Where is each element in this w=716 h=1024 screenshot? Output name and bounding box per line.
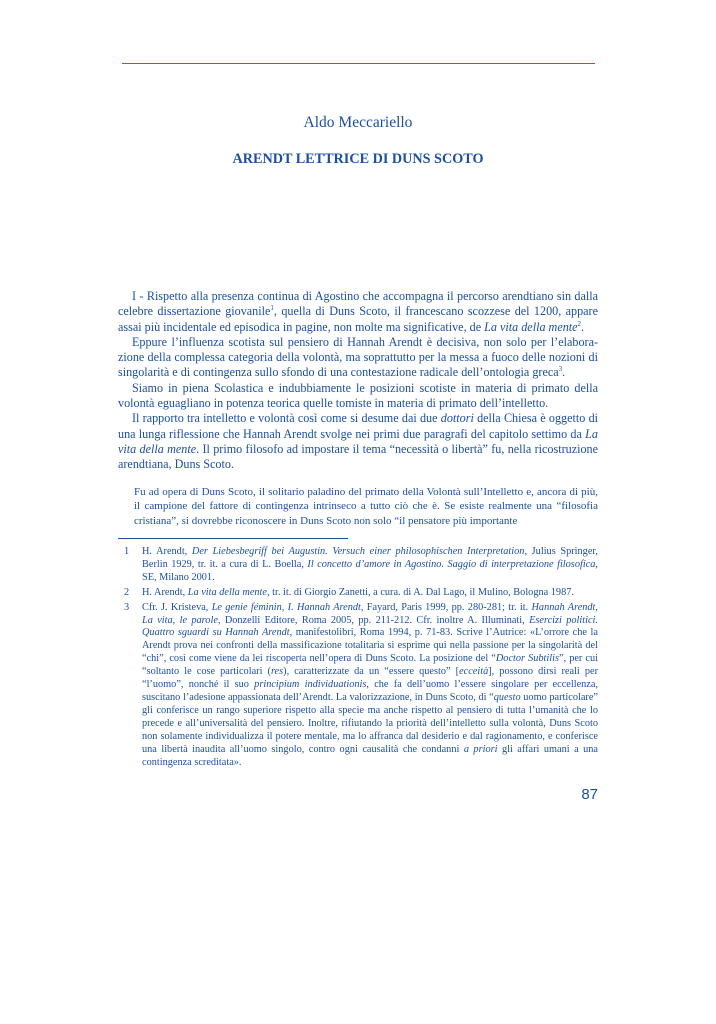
text-run: gli affari umani a una contingenza screditata». — [142, 743, 598, 768]
text-run: , che fa dell’uomo l’essere singolare per eccellenza, suscitano l’adesione appassionata dell’Arendt. La valorizzazione, in Duns Scoto, di “ — [142, 679, 598, 703]
author-name: Aldo Meccariello — [303, 114, 413, 131]
footnote-ref: 1 — [270, 304, 274, 313]
text-run: Eppure l’influenza scotista sul pensiero di Hannah Arendt è decisiva, non solo per l’elabora-zione della complessa categoria della volontà, ma soprattutto per la messa a fuoco delle nozioni di singolarità e di contingenza sullo sfondo di una contestazione radicale dell’ontologia greca — [118, 334, 598, 380]
paragraph-2 — [118, 335, 598, 381]
text-run: I - Rispetto alla presenza continua di Agostino che accompagna il percorso arendtiano sin dalla celebre dissertazione giovanile — [118, 289, 598, 319]
text-run: , Fayard, Paris 1999, pp. 280-281; tr. it. — [360, 601, 532, 613]
italic-text: ecceità — [459, 666, 489, 678]
italic-text: La vita della mente — [484, 319, 578, 334]
header-rule — [122, 63, 595, 64]
footnote-text — [142, 587, 598, 600]
italic-text: Hannah Arendt, La vita, le parole — [142, 601, 598, 626]
text-run: Siamo in piena Scolastica e indubbiamente le posizioni scotiste in materia di primato della volontà eguagliano in potenza teorica quelle tomiste in materia di primato dell’intelletto. — [118, 380, 598, 411]
text-run: . Il primo filosofo ad impostare il tema “necessità o libertà” fu, nella ricostruzione arendtiana, Duns Scoto. — [118, 441, 598, 472]
text-run: Cfr. J. Kristeva, — [142, 601, 212, 613]
text-run: della Chiesa è oggetto di una lunga riflessione che Hannah Arendt svolge nei primi due paragrafi del capitolo settimo da — [118, 411, 599, 441]
text-run: , Julius Springer, Berlin 1929, tr. it. a cura di L. Boella, — [142, 546, 598, 570]
text-run: , tr. it. di Giorgio Zanetti, a cura. di A. Dal Lago, il Mulino, Bologna 1987. — [266, 586, 574, 598]
italic-text: Il concetto d’amore in Agostino. Saggio di interpretazione filosofica — [307, 558, 596, 570]
italic-text: Der Liebesbegriff bei Augustin. Versuch einer philosophischen Interpretation — [191, 546, 525, 557]
footnote-number: 3 — [124, 601, 130, 613]
footnote-number: 1 — [124, 546, 130, 557]
text-run: . — [562, 365, 566, 380]
footnote-3 — [118, 602, 598, 770]
italic-text: La vita della mente — [118, 426, 598, 456]
footnote-text — [142, 546, 598, 585]
footnotes — [118, 546, 598, 771]
text-run: H. Arendt, — [142, 586, 188, 598]
text-run: , manifestolibri, Roma 1994, p. 71-83. Scrive l’Autrice: «L’orrore che la Arendt prova nei confronti della massificazione totalitaria si esprime qui nella passione per la singolarità del “chi”, così come viene da lei riscoperta nell’opera di Duns Scoto. La posizione del “ — [142, 627, 598, 665]
text-run: ”, per cui “soltanto le cose particolari ( — [142, 653, 598, 678]
paragraph-1 — [118, 289, 598, 335]
chapter-title: ARENDT LETTRICE DI DUNS SCOTO — [232, 151, 484, 167]
text-run: , quella di Duns Scoto, il francescano scozzese del 1200, appare assai più incidentale ed episodica in pagine, non molte ma significative, de — [118, 304, 598, 334]
paragraph-4 — [118, 411, 598, 472]
text-run: H. Arendt, — [142, 546, 192, 557]
footnote-2 — [118, 587, 598, 600]
text-run: , SE, Milano 2001. — [142, 558, 598, 583]
footnote-text — [142, 602, 598, 770]
italic-text: res — [270, 666, 284, 678]
footnote-ref: 3 — [558, 365, 563, 374]
italic-text: La vita della mente — [187, 586, 267, 598]
italic-text: questo — [493, 691, 521, 703]
italic-text: dottori — [440, 411, 474, 426]
text-run: ), caratterizzate da un “essere questo” [ — [283, 666, 460, 678]
page-number: 87 — [581, 786, 598, 803]
italic-text: a priori — [463, 743, 498, 755]
block-quote: Fu ad opera di Duns Scoto, il solitario paladino del primato della Volontà sull’Intelletto e, ancora di più, il campione del fattore di contingenza intrinseco a tutto ciò che è. Se esiste realmente una “filosofia cristiana”, si dovrebbe riconoscere in Duns Scoto non solo “il pensatore più importante — [134, 486, 598, 527]
text-run: . — [581, 319, 585, 334]
body-text — [118, 289, 598, 473]
italic-text: Esercizi politici. Quattro sguardi su Hannah Arendt — [142, 614, 598, 639]
footnote-1 — [118, 546, 598, 585]
text-run: , Donzelli Editore, Roma 2005, pp. 211-212. Cfr. inoltre A. Illuminati, — [217, 614, 530, 626]
footnote-ref: 2 — [577, 319, 582, 328]
text-run: Il rapporto tra intelletto e volontà così come si desume dai due — [132, 411, 441, 426]
text-run: uomo particolare” gli conferisce un rango superiore rispetto alla specie ma anche rispetto al pensiero di tutta l’umanità che lo precede e all’universalità del pensiero. Inoltre, rifiutando la priorità dell’intelletto sulla volontà, Duns Scoto non solamente individualizza il potere mentale, ma lo affranca dal desiderio e dal ragionamento, e conferisce una libertà inaudita all’uomo singolo, contro ogni causalità che condanni — [142, 691, 598, 755]
footnote-number: 2 — [124, 586, 130, 598]
paragraph-3 — [118, 381, 598, 412]
italic-text: Doctor Subtilis — [495, 653, 559, 665]
text-run: ], possono dirsi reali per “l’uomo”, nonché il suo — [142, 666, 599, 691]
footnote-separator — [118, 538, 348, 539]
italic-text: principium individuationis — [254, 679, 367, 691]
italic-text: Le genie féminin, I. Hannah Arendt — [211, 601, 361, 613]
